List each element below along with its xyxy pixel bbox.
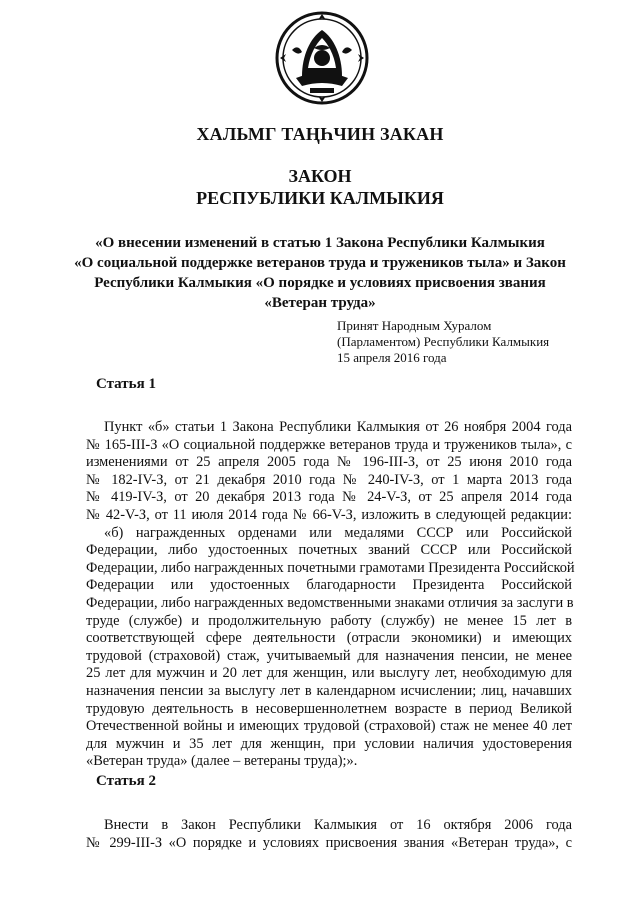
- adoption-note: [337, 318, 549, 366]
- article-1-line: соответствующей сфере деятельности (отрасли экономики) и имеющих: [86, 630, 572, 647]
- article-1-line: Федерации, либо удостоенных почетных званий СССР или Российской: [86, 542, 572, 559]
- adoption-line: 15 апреля 2016 года: [337, 350, 447, 365]
- kalmyk-title: ХАЛЬМГ ТАҢҺЧИН ЗАКАН: [196, 124, 444, 144]
- article-1-line: 25 лет для мужчин и 20 лет для женщин, или выслугу лет, необходимую для: [86, 665, 572, 682]
- article-1-line: для мужчин и 35 лет для женщин, при условии наличия удостоверения: [86, 735, 572, 752]
- article-1-line: № 182-IV-З, от 21 декабря 2010 года № 240-IV-З, от 1 марта 2013 года: [86, 471, 572, 488]
- article-1-line: трудовой (страховой) стаж, учитываемый для назначения пенсии, не менее: [86, 647, 572, 664]
- subject-line: Республики Калмыкия «О порядке и условиях присвоения звания: [94, 275, 546, 291]
- article-1-line: Пункт «б» статьи 1 Закона Республики Калмыкия от 26 ноября 2004 года: [104, 419, 572, 435]
- article-2-body: [86, 817, 572, 852]
- article-2-line: № 299-III-З «О порядке и условиях присвоения звания «Ветеран труда», с: [86, 834, 572, 851]
- article-1-line: Отечественной войны и имеющих трудовой (страховой) стаж не менее 40 лет: [86, 718, 572, 735]
- law-title-line: РЕСПУБЛИКИ КАЛМЫКИЯ: [196, 188, 444, 208]
- article-1-line: Федерации, либо награжденных почетными грамотами Президента Российской: [86, 559, 575, 576]
- adoption-line: (Парламентом) Республики Калмыкия: [337, 334, 550, 349]
- article-1-body: [86, 419, 575, 771]
- subject-line: «Ветеран труда»: [264, 295, 376, 311]
- article-1-line: № 42-V-З, от 11 июля 2014 года № 66-V-З, изложить в следующей редакции:: [86, 506, 572, 523]
- subject-line: «О социальной поддержке ветеранов труда и тружеников тыла» и Закон: [74, 255, 566, 271]
- article-2-heading: Статья 2: [96, 773, 156, 789]
- article-1-line: Федерации, либо награжденных ведомственными знаками отличия за заслуги в: [86, 594, 574, 611]
- article-1-line: № 165-III-З «О социальной поддержке ветеранов труда и тружеников тыла», с: [86, 436, 572, 453]
- article-1-line: труде (службе) и продолжительную работу (службу) не менее 15 лет в: [86, 612, 572, 629]
- article-1-line: «Ветеран труда» (далее – ветераны труда);».: [86, 753, 358, 770]
- law-title-line: ЗАКОН: [288, 166, 352, 186]
- law-title: [0, 165, 640, 209]
- law-subject: [60, 233, 580, 313]
- article-2-line: Внести в Закон Республики Калмыкия от 16 октября 2006 года: [104, 817, 572, 833]
- article-1-line: № 419-IV-З, от 20 декабря 2013 года № 24-V-З, от 25 апреля 2014 года: [86, 489, 572, 506]
- article-1-line: Федерации или удостоенных благодарности Президента Российской: [86, 577, 572, 594]
- article-1-line: трудовую деятельность в несовершеннолетнем возрасте в период Великой: [86, 700, 572, 717]
- coat-of-arms-emblem: [272, 8, 372, 108]
- article-1-heading: Статья 1: [96, 376, 156, 392]
- article-1-line: назначения пенсии за выслугу лет в календарном исчислении; лиц, начавших: [86, 682, 572, 699]
- adoption-line: Принят Народным Хуралом: [337, 318, 492, 333]
- subject-line: «О внесении изменений в статью 1 Закона Республики Калмыкия: [95, 235, 545, 251]
- article-1-line: изменениями от 25 апреля 2005 года № 196-III-З, от 25 июня 2010 года: [86, 454, 572, 471]
- article-1-line: «б) награжденных орденами или медалями СССР или Российской: [104, 524, 572, 541]
